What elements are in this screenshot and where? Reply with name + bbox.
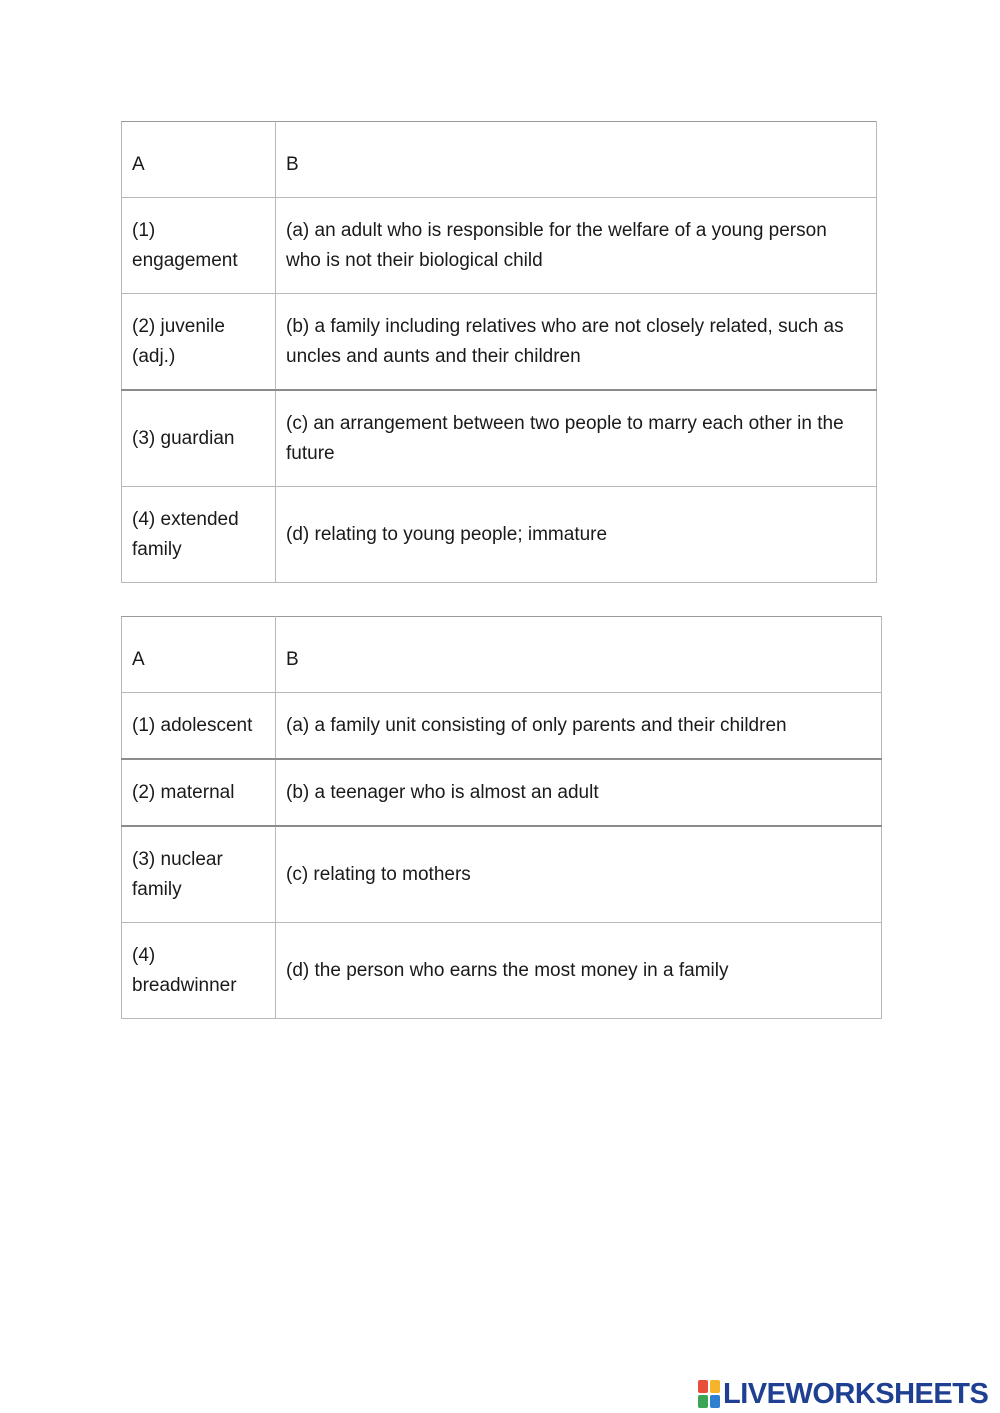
definition-cell: (a) a family unit consisting of only parents and their children: [276, 693, 882, 760]
definition-cell: (d) the person who earns the most money in a family: [276, 923, 882, 1019]
liveworksheets-logo: [698, 1378, 988, 1410]
table-row: [122, 487, 877, 583]
logo-text: LIVEWORKSHEETS: [723, 1377, 989, 1410]
logo-square-1: [698, 1380, 708, 1393]
table-row: [122, 759, 882, 826]
definition-cell: (a) an adult who is responsible for the welfare of a young person who is not their biological child: [276, 198, 877, 294]
definition-cell: (b) a family including relatives who are not closely related, such as uncles and aunts and their children: [276, 294, 877, 391]
matching-table-1: [121, 121, 877, 583]
term-cell: (3) guardian: [122, 390, 276, 487]
term-cell: (2) juvenile (adj.): [122, 294, 276, 391]
logo-square-4: [710, 1395, 720, 1408]
table-row: [122, 693, 882, 760]
table-row: [122, 923, 882, 1019]
term-cell: (1) engagement: [122, 198, 276, 294]
term-cell: (2) maternal: [122, 759, 276, 826]
term-cell: (4) breadwinner: [122, 923, 276, 1019]
logo-square-2: [710, 1380, 720, 1393]
logo-square-3: [698, 1395, 708, 1408]
table-header-row: [122, 617, 882, 693]
logo-mark-icon: [698, 1380, 720, 1408]
column-b-header: B: [276, 617, 882, 693]
table-row: [122, 826, 882, 923]
matching-table-2: [121, 616, 882, 1019]
definition-cell: (d) relating to young people; immature: [276, 487, 877, 583]
table-row: [122, 390, 877, 487]
term-cell: (1) adolescent: [122, 693, 276, 760]
column-a-header: A: [122, 617, 276, 693]
table-row: [122, 294, 877, 391]
definition-cell: (b) a teenager who is almost an adult: [276, 759, 882, 826]
column-b-header: B: [276, 122, 877, 198]
definition-cell: (c) an arrangement between two people to marry each other in the future: [276, 390, 877, 487]
definition-cell: (c) relating to mothers: [276, 826, 882, 923]
column-a-header: A: [122, 122, 276, 198]
term-cell: (3) nuclear family: [122, 826, 276, 923]
term-cell: (4) extended family: [122, 487, 276, 583]
table-header-row: [122, 122, 877, 198]
table-row: [122, 198, 877, 294]
